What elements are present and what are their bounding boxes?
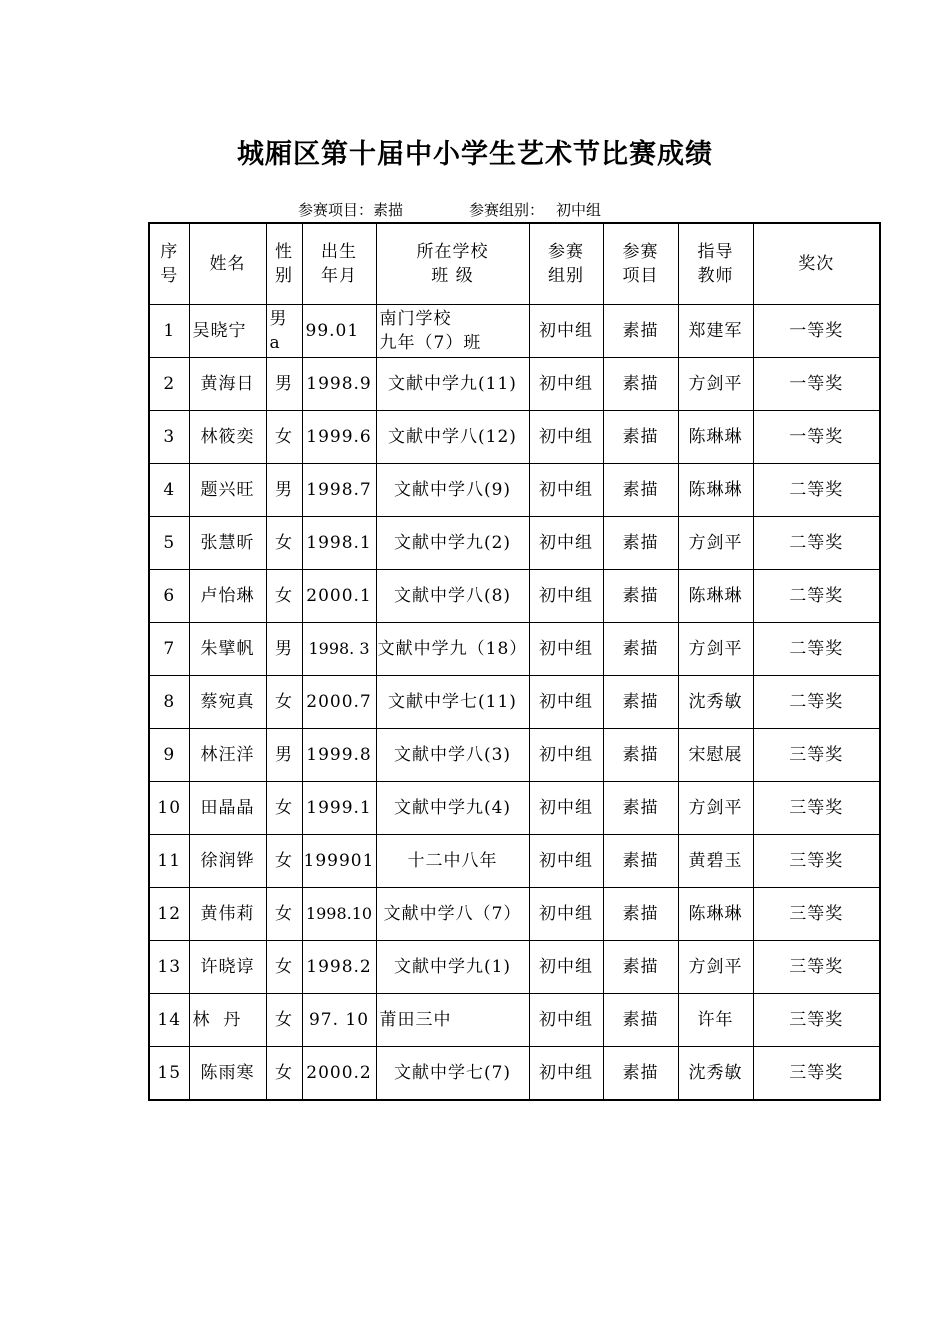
cell-group: 初中组 xyxy=(529,888,603,941)
cell-gender: 女 xyxy=(266,570,302,623)
cell-award: 三等奖 xyxy=(753,835,880,888)
header-school-line: 所在学校 xyxy=(416,242,489,262)
cell-award: 一等奖 xyxy=(753,411,880,464)
cell-award: 二等奖 xyxy=(753,676,880,729)
cell-name: 蔡宛真 xyxy=(189,676,266,729)
cell-school: 莆田三中 xyxy=(376,994,529,1047)
cell-name: 陈雨寒 xyxy=(189,1047,266,1101)
cell-teacher: 许年 xyxy=(678,994,753,1047)
cell-birth: 199901 xyxy=(302,835,376,888)
cell-birth: 1998. 3 xyxy=(302,623,376,676)
cell-gender: 男 xyxy=(266,358,302,411)
cell-birth: 97. 10 xyxy=(302,994,376,1047)
header-group-line: 组别 xyxy=(548,266,584,286)
header-no xyxy=(149,223,189,305)
cell-name: 林筱奕 xyxy=(189,411,266,464)
cell-name: 林汪洋 xyxy=(189,729,266,782)
table-row xyxy=(149,729,880,782)
cell-birth: 1998.9 xyxy=(302,358,376,411)
table-row xyxy=(149,623,880,676)
cell-group: 初中组 xyxy=(529,994,603,1047)
header-project xyxy=(603,223,678,305)
cell-group: 初中组 xyxy=(529,729,603,782)
cell-teacher: 沈秀敏 xyxy=(678,1047,753,1101)
cell-group: 初中组 xyxy=(529,941,603,994)
cell-project: 素描 xyxy=(603,305,678,358)
cell-no: 5 xyxy=(149,517,189,570)
cell-gender: 女 xyxy=(266,676,302,729)
cell-school: 十二中八年 xyxy=(376,835,529,888)
cell-birth: 1999.1 xyxy=(302,782,376,835)
cell-award: 一等奖 xyxy=(753,305,880,358)
cell-school-line1: 南门学校 xyxy=(379,309,452,329)
table-row xyxy=(149,305,880,358)
cell-group: 初中组 xyxy=(529,517,603,570)
project-value: 素描 xyxy=(373,201,404,219)
cell-birth: 1999.8 xyxy=(302,729,376,782)
cell-birth: 2000.1 xyxy=(302,570,376,623)
cell-group: 初中组 xyxy=(529,676,603,729)
cell-project: 素描 xyxy=(603,888,678,941)
cell-name: 黄伟莉 xyxy=(189,888,266,941)
table-row xyxy=(149,411,880,464)
cell-birth: 99.01 xyxy=(302,305,376,358)
cell-teacher: 陈琳琳 xyxy=(678,464,753,517)
cell-birth: 1999.6 xyxy=(302,411,376,464)
cell-group: 初中组 xyxy=(529,358,603,411)
cell-award: 三等奖 xyxy=(753,888,880,941)
cell-no: 10 xyxy=(149,782,189,835)
cell-group: 初中组 xyxy=(529,570,603,623)
cell-project: 素描 xyxy=(603,941,678,994)
header-project-line: 项目 xyxy=(622,266,659,286)
cell-project: 素描 xyxy=(603,570,678,623)
header-birth-line: 出生 xyxy=(321,242,357,262)
table-row xyxy=(149,941,880,994)
cell-teacher: 黄碧玉 xyxy=(678,835,753,888)
cell-award: 二等奖 xyxy=(753,517,880,570)
table-row xyxy=(149,570,880,623)
cell-project: 素描 xyxy=(603,464,678,517)
cell-no: 3 xyxy=(149,411,189,464)
cell-project: 素描 xyxy=(603,1047,678,1101)
header-name-line: 姓名 xyxy=(209,254,246,274)
table-row xyxy=(149,358,880,411)
header-birth-line: 年月 xyxy=(321,266,357,286)
cell-school: 文献中学九(1) xyxy=(376,941,529,994)
cell-school: 文献中学九(4) xyxy=(376,782,529,835)
cell-group: 初中组 xyxy=(529,782,603,835)
cell-no: 6 xyxy=(149,570,189,623)
cell-teacher: 方剑平 xyxy=(678,517,753,570)
cell-school: 文献中学八(9) xyxy=(376,464,529,517)
cell-award: 二等奖 xyxy=(753,623,880,676)
cell-school: 文献中学八(12) xyxy=(376,411,529,464)
cell-teacher: 郑建军 xyxy=(678,305,753,358)
cell-teacher: 宋慰展 xyxy=(678,729,753,782)
cell-group: 初中组 xyxy=(529,1047,603,1101)
cell-birth: 1998.10 xyxy=(302,888,376,941)
cell-gender: 男 xyxy=(266,729,302,782)
cell-project: 素描 xyxy=(603,411,678,464)
cell-school-line2: 九年（7）班 xyxy=(379,333,482,353)
cell-project: 素描 xyxy=(603,729,678,782)
cell-name: 吴晓宁 xyxy=(189,305,266,358)
cell-no: 1 xyxy=(149,305,189,358)
cell-gender: 男 xyxy=(266,623,302,676)
cell-birth: 1998.1 xyxy=(302,517,376,570)
cell-gender: 女 xyxy=(266,994,302,1047)
header-school-line: 班 级 xyxy=(431,266,474,286)
cell-teacher: 陈琳琳 xyxy=(678,411,753,464)
cell-project: 素描 xyxy=(603,623,678,676)
cell-name: 林 丹 xyxy=(189,994,266,1047)
cell-award: 三等奖 xyxy=(753,1047,880,1101)
header-project-line: 参赛 xyxy=(622,242,659,262)
cell-award: 三等奖 xyxy=(753,941,880,994)
cell-teacher: 方剑平 xyxy=(678,941,753,994)
cell-school: 文献中学七(7) xyxy=(376,1047,529,1101)
cell-award: 三等奖 xyxy=(753,782,880,835)
table-body xyxy=(149,305,880,1101)
cell-birth: 1998.7 xyxy=(302,464,376,517)
header-name xyxy=(189,223,266,305)
cell-project: 素描 xyxy=(603,835,678,888)
cell-group: 初中组 xyxy=(529,835,603,888)
cell-no: 9 xyxy=(149,729,189,782)
cell-no: 11 xyxy=(149,835,189,888)
header-group xyxy=(529,223,603,305)
cell-school: 文献中学七(11) xyxy=(376,676,529,729)
cell-name: 徐润铧 xyxy=(189,835,266,888)
header-row xyxy=(149,223,880,305)
project-label: 参赛项目： xyxy=(298,201,374,219)
cell-school: 文献中学九（18） xyxy=(376,623,529,676)
cell-gender: 男 xyxy=(266,464,302,517)
table-row xyxy=(149,994,880,1047)
cell-award: 三等奖 xyxy=(753,729,880,782)
header-gender-line: 别 xyxy=(275,266,293,286)
cell-teacher: 方剑平 xyxy=(678,358,753,411)
header-teacher-line: 教师 xyxy=(697,266,734,286)
cell-school: 文献中学八（7） xyxy=(376,888,529,941)
cell-group: 初中组 xyxy=(529,305,603,358)
table-row xyxy=(149,676,880,729)
table-row xyxy=(149,517,880,570)
cell-name: 田晶晶 xyxy=(189,782,266,835)
cell-gender: 女 xyxy=(266,941,302,994)
header-group-line: 参赛 xyxy=(548,242,584,262)
group-value: 初中组 xyxy=(556,201,602,219)
cell-gender: 女 xyxy=(266,517,302,570)
header-award-line: 奖次 xyxy=(798,254,835,274)
cell-school: 文献中学八(3) xyxy=(376,729,529,782)
results-table xyxy=(148,222,881,1101)
cell-birth: 2000.2 xyxy=(302,1047,376,1101)
cell-school: 文献中学九(11) xyxy=(376,358,529,411)
cell-gender-line2: a xyxy=(269,333,281,353)
cell-group: 初中组 xyxy=(529,623,603,676)
cell-no: 15 xyxy=(149,1047,189,1101)
cell-project: 素描 xyxy=(603,676,678,729)
cell-name: 黄海日 xyxy=(189,358,266,411)
cell-birth: 2000.7 xyxy=(302,676,376,729)
cell-gender-line1: 男 xyxy=(269,309,288,329)
header-school xyxy=(376,223,529,305)
page-title: 城厢区第十届中小学生艺术节比赛成绩 xyxy=(237,139,713,170)
cell-teacher: 方剑平 xyxy=(678,782,753,835)
cell-no: 8 xyxy=(149,676,189,729)
cell-teacher: 方剑平 xyxy=(678,623,753,676)
cell-gender: 女 xyxy=(266,411,302,464)
cell-no: 7 xyxy=(149,623,189,676)
table-row xyxy=(149,782,880,835)
cell-award: 三等奖 xyxy=(753,994,880,1047)
table-header xyxy=(149,223,880,305)
cell-gender: 女 xyxy=(266,1047,302,1101)
group-label: 参赛组别： xyxy=(469,201,545,219)
cell-name: 卢怡琳 xyxy=(189,570,266,623)
table-row xyxy=(149,888,880,941)
cell-gender: 女 xyxy=(266,888,302,941)
cell-group: 初中组 xyxy=(529,411,603,464)
cell-award: 二等奖 xyxy=(753,464,880,517)
cell-project: 素描 xyxy=(603,358,678,411)
cell-project: 素描 xyxy=(603,994,678,1047)
table-row xyxy=(149,1047,880,1101)
cell-name: 题兴旺 xyxy=(189,464,266,517)
cell-gender: 女 xyxy=(266,835,302,888)
cell-project: 素描 xyxy=(603,517,678,570)
header-birth xyxy=(302,223,376,305)
cell-gender xyxy=(266,305,302,358)
header-no-line: 序 xyxy=(160,242,179,262)
cell-no: 13 xyxy=(149,941,189,994)
cell-teacher: 陈琳琳 xyxy=(678,570,753,623)
cell-group: 初中组 xyxy=(529,464,603,517)
cell-no: 2 xyxy=(149,358,189,411)
header-gender-line: 性 xyxy=(275,242,293,262)
table-row xyxy=(149,464,880,517)
table-row xyxy=(149,835,880,888)
cell-award: 一等奖 xyxy=(753,358,880,411)
cell-no: 12 xyxy=(149,888,189,941)
header-teacher-line: 指导 xyxy=(697,242,734,262)
cell-teacher: 陈琳琳 xyxy=(678,888,753,941)
cell-birth: 1998.2 xyxy=(302,941,376,994)
header-teacher xyxy=(678,223,753,305)
cell-gender: 女 xyxy=(266,782,302,835)
cell-school xyxy=(376,305,529,358)
cell-teacher: 沈秀敏 xyxy=(678,676,753,729)
cell-no: 4 xyxy=(149,464,189,517)
cell-no: 14 xyxy=(149,994,189,1047)
header-award xyxy=(753,223,880,305)
cell-school: 文献中学八(8) xyxy=(376,570,529,623)
cell-name: 张慧昕 xyxy=(189,517,266,570)
cell-name: 朱擘帆 xyxy=(189,623,266,676)
header-gender xyxy=(266,223,302,305)
header-no-line: 号 xyxy=(160,266,179,286)
subtitle-line xyxy=(298,199,601,220)
cell-project: 素描 xyxy=(603,782,678,835)
cell-school: 文献中学九(2) xyxy=(376,517,529,570)
cell-name: 许晓谆 xyxy=(189,941,266,994)
cell-award: 二等奖 xyxy=(753,570,880,623)
